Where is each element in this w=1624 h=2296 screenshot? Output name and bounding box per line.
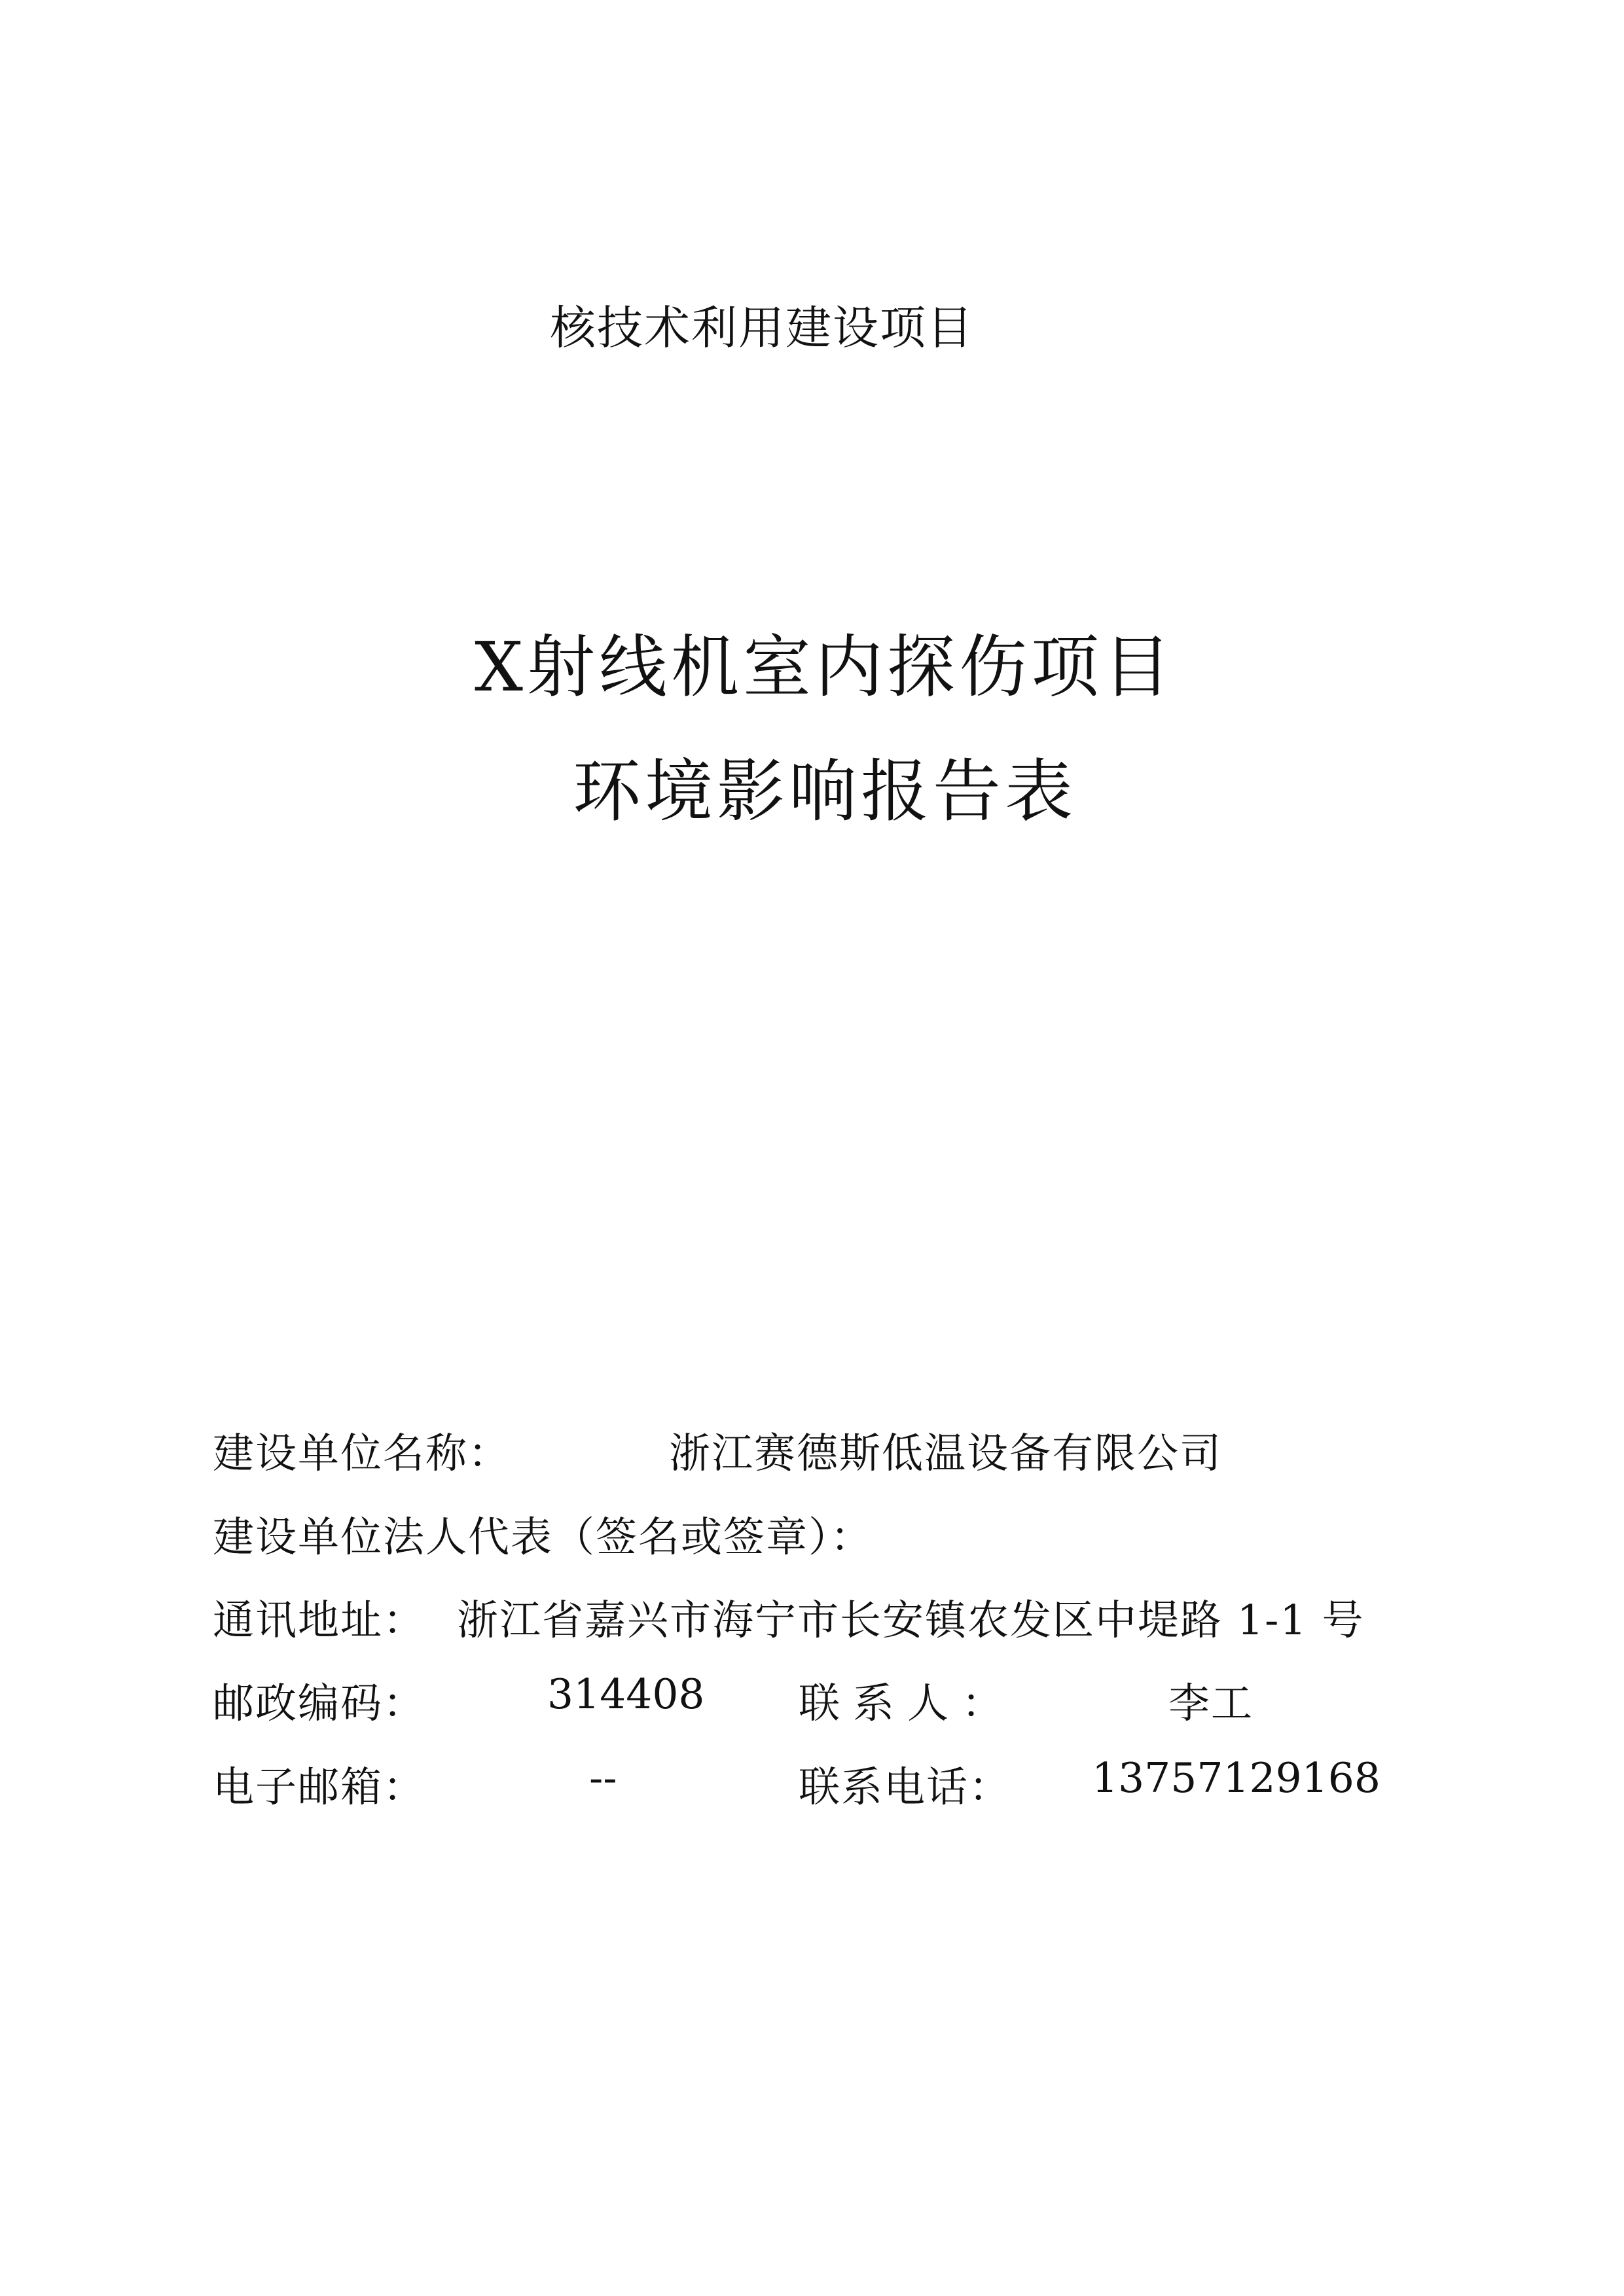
legal-representative-label: 建设单位法人代表（签名或签章）： — [213, 1513, 873, 1561]
contact-person-label: 联系人： — [799, 1679, 1016, 1727]
company-label: 建设单位名称： — [213, 1429, 511, 1477]
contact-person-value: 李工 — [1168, 1679, 1254, 1727]
postcode-value: 314408 — [547, 1670, 705, 1718]
address-label: 通讯地址： — [213, 1596, 425, 1644]
email-value: -- — [589, 1754, 617, 1802]
phone-value: 13757129168 — [1092, 1754, 1380, 1802]
company-value: 浙江赛德斯低温设备有限公司 — [669, 1429, 1222, 1477]
email-label: 电子邮箱： — [213, 1763, 425, 1811]
project-category: 核技术利用建设项目 — [550, 301, 974, 355]
address-value: 浙江省嘉兴市海宁市长安镇农发区中堤路 1-1 号 — [457, 1596, 1365, 1644]
phone-label: 联系电话： — [799, 1763, 1011, 1811]
report-title-line-1: X射线机室内探伤项目 — [475, 627, 1176, 707]
report-title-line-2: 环境影响报告表 — [573, 751, 1077, 831]
postcode-label: 邮政编码： — [213, 1679, 425, 1727]
